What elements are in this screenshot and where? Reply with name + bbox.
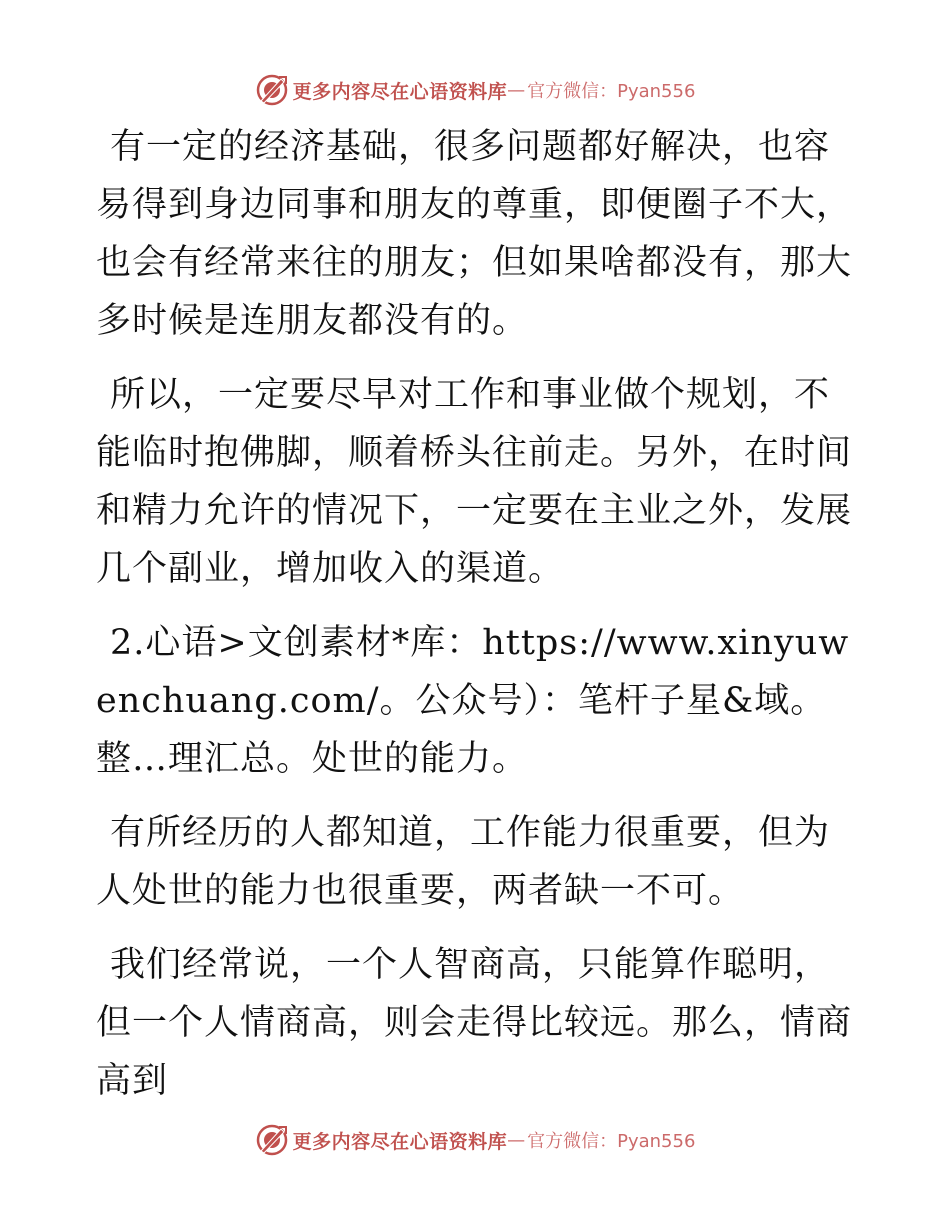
paragraph-3: 2.心语>文创素材*库：https://www.xinyuwenchuang.com/。公众号）：笔杆子星&域。整…理汇总。处世的能力。 [96,623,850,779]
paragraph-1: 有一定的经济基础，很多问题都好解决，也容易得到身边同事和朋友的尊重，即便圈子不大，也会有经常来往的朋友；但如果啥都没有，那大多时候是连朋友都没有的。 [96,127,853,341]
document-body [96,118,856,1126]
paragraph-2: 所以，一定要尽早对工作和事业做个规划，不能临时抱佛脚，顺着桥头往前走。另外，在时间和精力允许的情况下，一定要在主业之外，发展几个副业，增加收入的渠道。 [96,375,853,589]
banner-wechat-text: 官方微信：Pyan556 [527,81,696,102]
banner-dash: — [507,1129,526,1151]
quill-logo-icon [255,1123,289,1157]
banner-wechat-text: 官方微信：Pyan556 [527,1131,696,1152]
paragraph-5: 我们经常说，一个人智商高，只能算作聪明，但一个人情商高，则会走得比较远。那么，情商高到 [96,945,853,1101]
banner-main-text: 更多内容尽在心语资料库 [292,80,508,103]
header-watermark-banner [0,70,950,110]
footer-watermark-banner [0,1120,950,1160]
paragraph-4: 有所经历的人都知道，工作能力很重要，但为人处世的能力也很重要，两者缺一不可。 [96,813,831,911]
quill-logo-icon [255,73,289,107]
banner-dash: — [507,79,526,101]
banner-main-text: 更多内容尽在心语资料库 [292,1130,508,1153]
